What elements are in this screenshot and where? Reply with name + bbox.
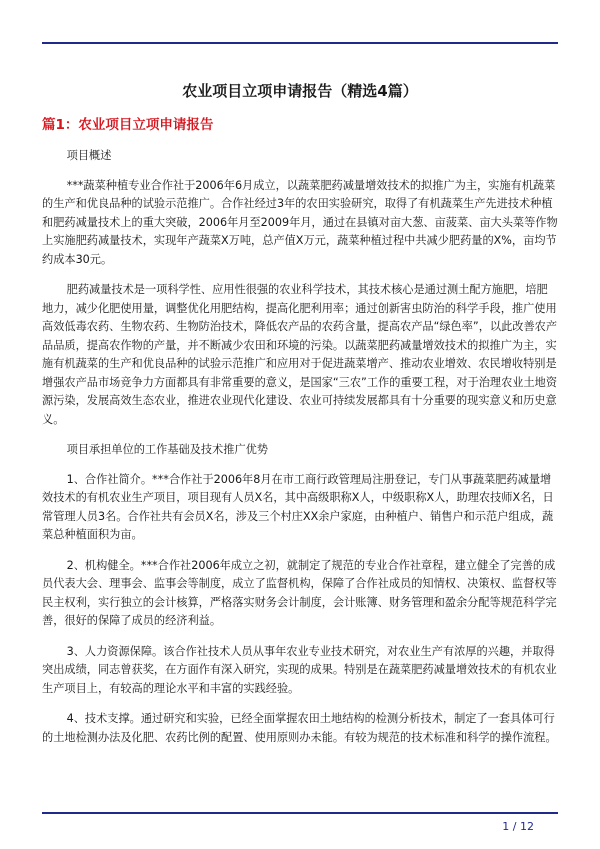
paragraph: 1、合作社简介。***合作社于2006年8月在市工商行政管理局注册登记，专门从事蔬菜肥药减量增效技术的有机农业生产项目，项目现有人员X名，其中高级职称X人，中级职称X人，助理农技师X名，日常管理人员3名。合作社共有会员X名，涉及三个村庄XX余户家庭，由种植户、销售户和示范户组成，蔬菜总种植面积为亩。 — [42, 472, 554, 541]
paragraph: 4、技术支撑。通过研究和实验，已经全面掌握农田土地结构的检测分析技术，制定了一套具体可行的土地检测办法及化肥、农药比例的配置、使用原则办未能。有较为规范的技术标准和科学的操作流程。 — [42, 712, 557, 744]
subheading-work-foundation: 项目承担单位的工作基础及技术推广优势 — [66, 443, 269, 456]
paragraph: 2、机构健全。***合作社2006年成立之初，就制定了规范的专业合作社章程，建立健全了完善的成员代表大会、理事会、监事会等制度，成立了监督机构，保障了合作社成员的知情权、决策权、监督权等民主权利，实行独立的会计核算，严格落实财务会计制度，会计账簿、财务管理和盈余分配等规范科学完善，很好的保障了成员的经济利益。 — [42, 558, 557, 627]
page-number: 1 / 12 — [502, 820, 534, 833]
document-body — [42, 147, 558, 759]
paragraph: 肥药减量技术是一项科学性、应用性很强的农业科学技术，其技术核心是通过测土配方施肥，培肥地力，减少化肥使用量，调整优化用肥结构，提高化肥利用率；通过创新害虫防治的科学手段，推广使用高效低毒农药、生物农药、生物防治技术，降低农产品的农药含量，提高农产品“绿色率”，以此改善农产品品质，提高农作物的产量，并不断减少农田和环境的污染。以蔬菜肥药减量增效技术的拟推广为主，实施有机蔬菜的生产和优良品种的试验示范推广和应用对于促进蔬菜增产、推动农业增效、农民增收特别是增强农产品市场竞争力方面都具有非常重要的意义，是国家“三农”工作的重要工程，对于治理农业土地资源污染，发展高效生态农业，推进农业现代化建设、农业可持续发展都具有十分重要的现实意义和历史意义。 — [42, 283, 558, 426]
footer-rule — [42, 812, 558, 814]
paragraph: 3、人力资源保障。该合作社技术人员从事年农业专业技术研究，对农业生产有浓厚的兴趣，并取得突出成绩，同志曾获奖，在方面作有深入研究，实现的成果。特别是在蔬菜肥药减量增效技术的有机农业生产项目上，有较高的理论水平和丰富的实践经验。 — [42, 644, 557, 695]
paragraph: ***蔬菜种植专业合作社于2006年6月成立，以蔬菜肥药减量增效技术的拟推广为主，实施有机蔬菜的生产和优良品种的试验示范推广。合作社经过3年的农田实验研究，取得了有机蔬菜生产先进技术种植和肥药减量技术上的重大突破，2006年月至2009年月，通过在县镇对亩大葱、亩菠菜、亩大头菜等作物上实施肥药减量技术，实现年产蔬菜X万吨，总产值X万元，蔬菜种植过程中共减少肥药量的X%，亩均节约成本30元。 — [42, 178, 558, 266]
document-title: 农业项目立项申请报告（精选4篇） — [182, 82, 418, 100]
subheading-project-overview: 项目概述 — [66, 149, 112, 162]
section-heading: 篇1：农业项目立项申请报告 — [42, 117, 214, 133]
header-rule — [42, 42, 558, 44]
